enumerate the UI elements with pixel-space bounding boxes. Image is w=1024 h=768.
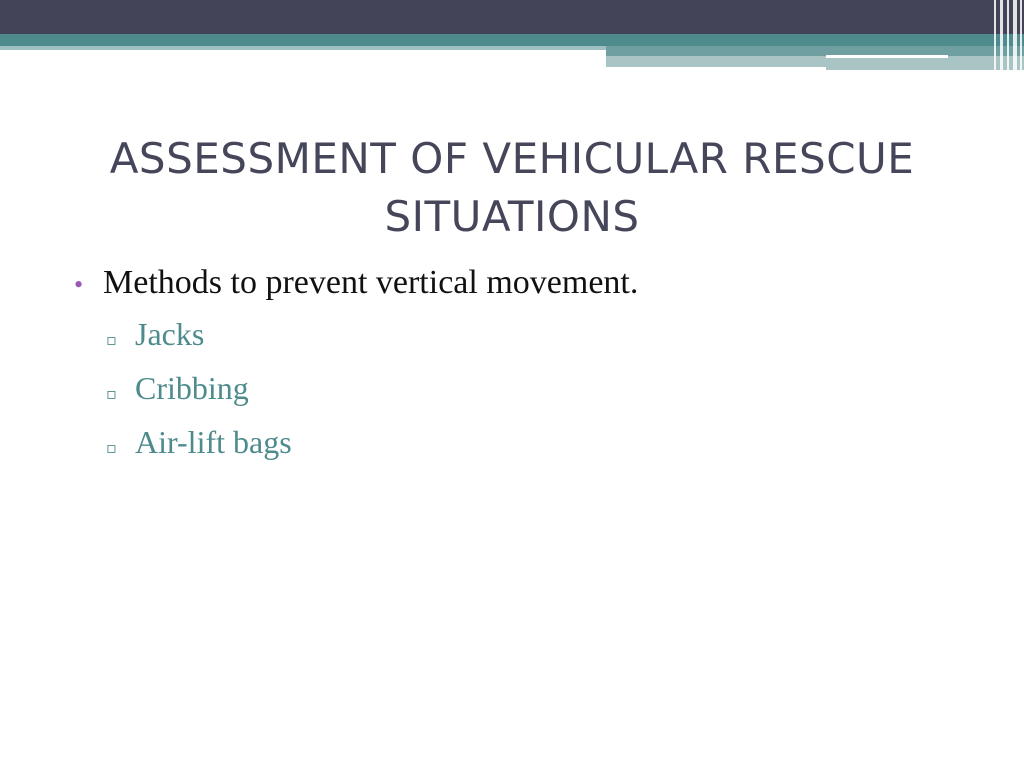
header-band-light-left [0, 46, 606, 50]
sub-bullet-item [106, 418, 954, 472]
sub-bullet-item [106, 364, 954, 418]
header-white-line [826, 55, 948, 58]
header-white-line-lower [606, 67, 826, 70]
slide-title-line-1: ASSESSMENT OF VEHICULAR RESCUE [109, 134, 915, 183]
header-band-teal-mid [606, 46, 1024, 56]
square-bullet-icon: ▫ [106, 438, 117, 457]
header-band-dark [0, 0, 1024, 34]
bullet-dot-icon: • [74, 270, 84, 299]
bullet-main [74, 258, 954, 310]
header-band-teal [0, 34, 1024, 46]
sub-bullet-text: Jacks [135, 316, 205, 352]
bullet-main-text: Methods to prevent vertical movement. [103, 264, 639, 301]
slide-title [60, 130, 964, 246]
square-bullet-icon: ▫ [106, 330, 117, 349]
sub-bullet-text: Air-lift bags [135, 424, 292, 460]
slide-body [74, 258, 954, 472]
slide-title-line-2: SITUATIONS [384, 192, 640, 241]
sub-bullet-item [106, 310, 954, 364]
header-stripes [990, 0, 1024, 70]
sub-bullet-list [74, 310, 954, 472]
square-bullet-icon: ▫ [106, 384, 117, 403]
sub-bullet-text: Cribbing [135, 370, 249, 406]
